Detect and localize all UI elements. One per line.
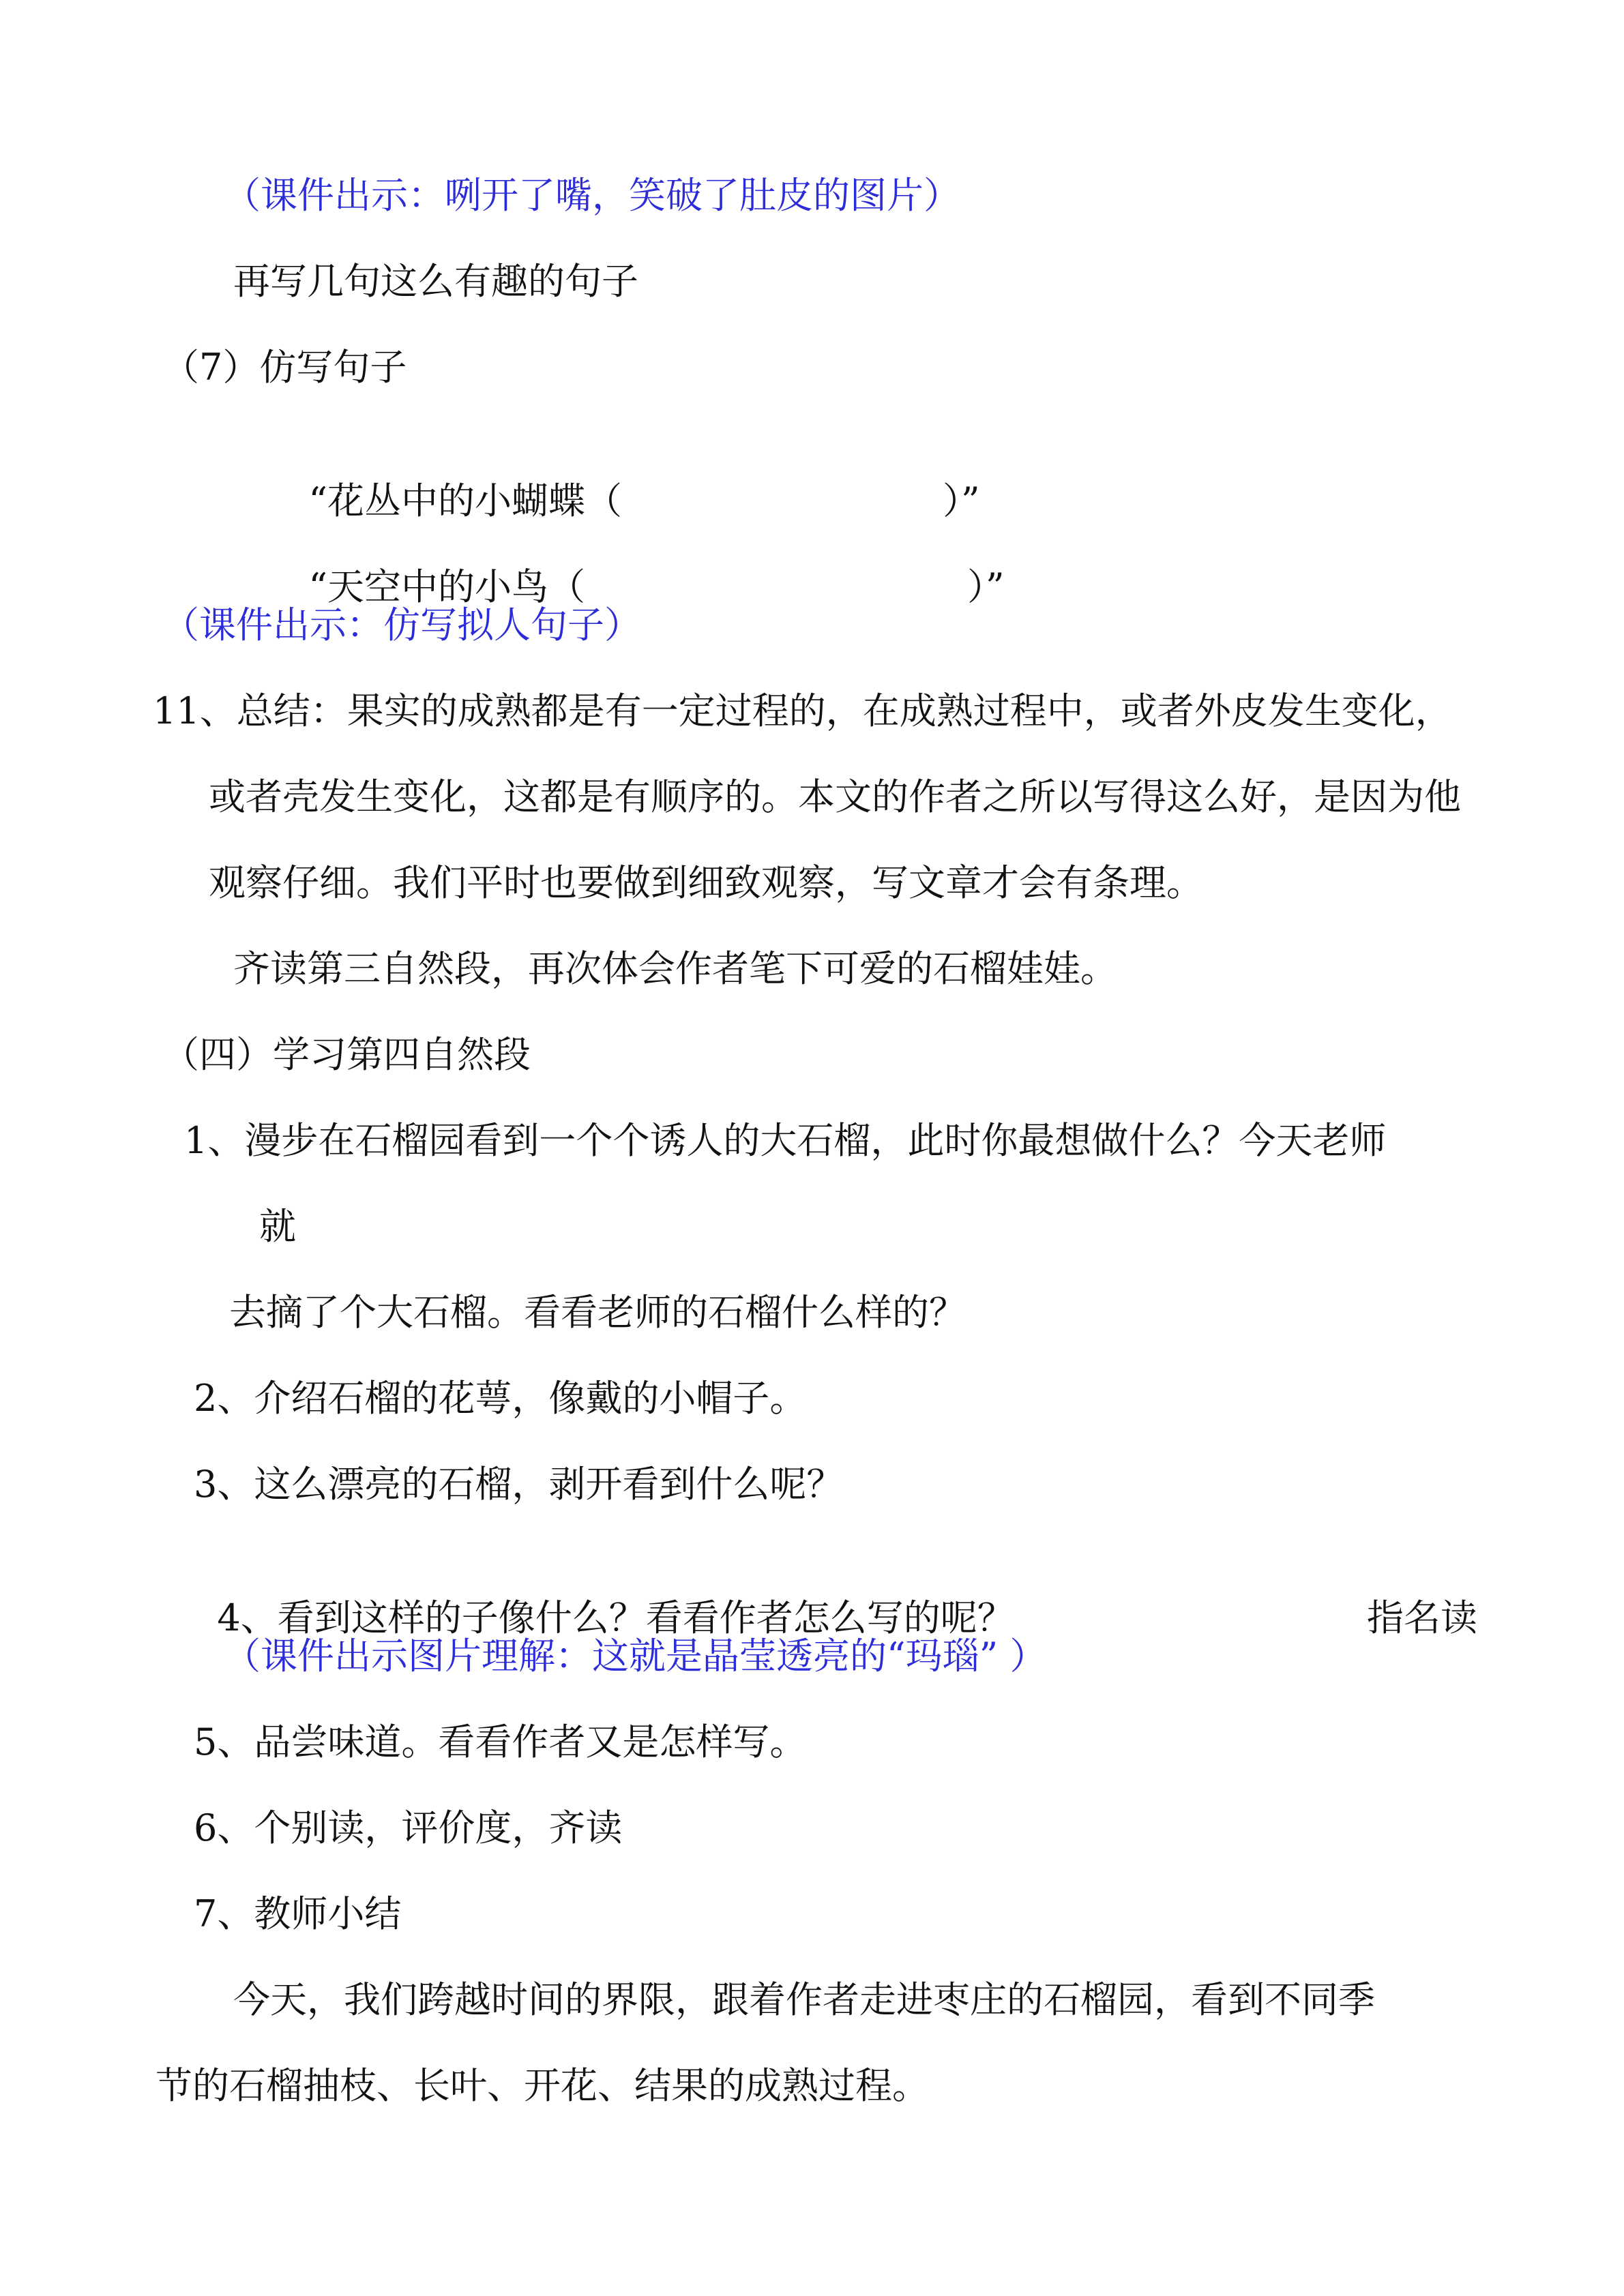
sentence-bird-end: ）” [966,565,1005,608]
summary-paragraph-line-1: 11、总结：果实的成熟都是有一定过程的，在成熟过程中，或者外皮发生变化， [153,689,1452,732]
sentence-butterfly-end: ）” [942,479,980,522]
sentence-butterfly-start: “花丛中的小蝴蝶（ [308,479,622,522]
prompt-write-sentences: 再写几句这么有趣的句子 [233,260,638,303]
courseware-note-grin-image: （课件出示：咧开了嘴，笑破了肚皮的图片） [224,174,960,217]
step-2: 2、介绍石榴的花萼，像戴的小帽子。 [194,1377,807,1420]
fill-in-sentence-bird [285,516,1005,611]
teacher-summary-line-1: 今天，我们跨越时间的界限，跟着作者走进枣庄的石榴园，看到不同季 [233,1978,1375,2021]
step-4-question: 4、看到这样的子像什么？看看作者怎么写的呢？ [217,1596,1014,1639]
step-5: 5、品尝味道。看看作者又是怎样写。 [194,1720,807,1763]
section-heading-four: （四）学习第四自然段 [162,1033,531,1076]
step-7: 7、教师小结 [194,1892,402,1935]
fill-in-sentence-butterfly [285,430,980,525]
step-4 [194,1547,1524,1642]
step-1-line-1: 1、漫步在石榴园看到一个个诱人的大石榴，此时你最想做什么？今天老师 [184,1119,1387,1162]
step-3: 3、这么漂亮的石榴，剥开看到什么呢？ [194,1463,844,1506]
teacher-summary-line-2: 节的石榴抽枝、长叶、开花、结果的成熟过程。 [156,2064,929,2107]
sentence-bird-start: “天空中的小鸟（ [308,565,585,608]
step-1-line-3: 去摘了个大石榴。看看老师的石榴什么样的？ [229,1291,966,1334]
step-1-line-2: 就 [259,1205,296,1248]
summary-paragraph-line-3: 观察仔细。我们平时也要做到细致观察，写文章才会有条理。 [209,861,1203,904]
heading-imitate-sentences: （7）仿写句子 [162,346,407,389]
courseware-note-agate: （课件出示图片理解：这就是晶莹透亮的“玛瑙” ） [224,1635,1047,1678]
step-4-name-read: 指名读 [1367,1596,1477,1639]
step-6: 6、个别读，评价度，齐读 [194,1806,623,1849]
read-aloud-instruction: 齐读第三自然段，再次体会作者笔下可爱的石榴娃娃。 [233,947,1117,990]
summary-paragraph-line-2: 或者壳发生变化，这都是有顺序的。本文的作者之所以写得这么好，是因为他 [209,775,1461,818]
courseware-note-personification: （课件出示：仿写拟人句子） [162,603,641,646]
